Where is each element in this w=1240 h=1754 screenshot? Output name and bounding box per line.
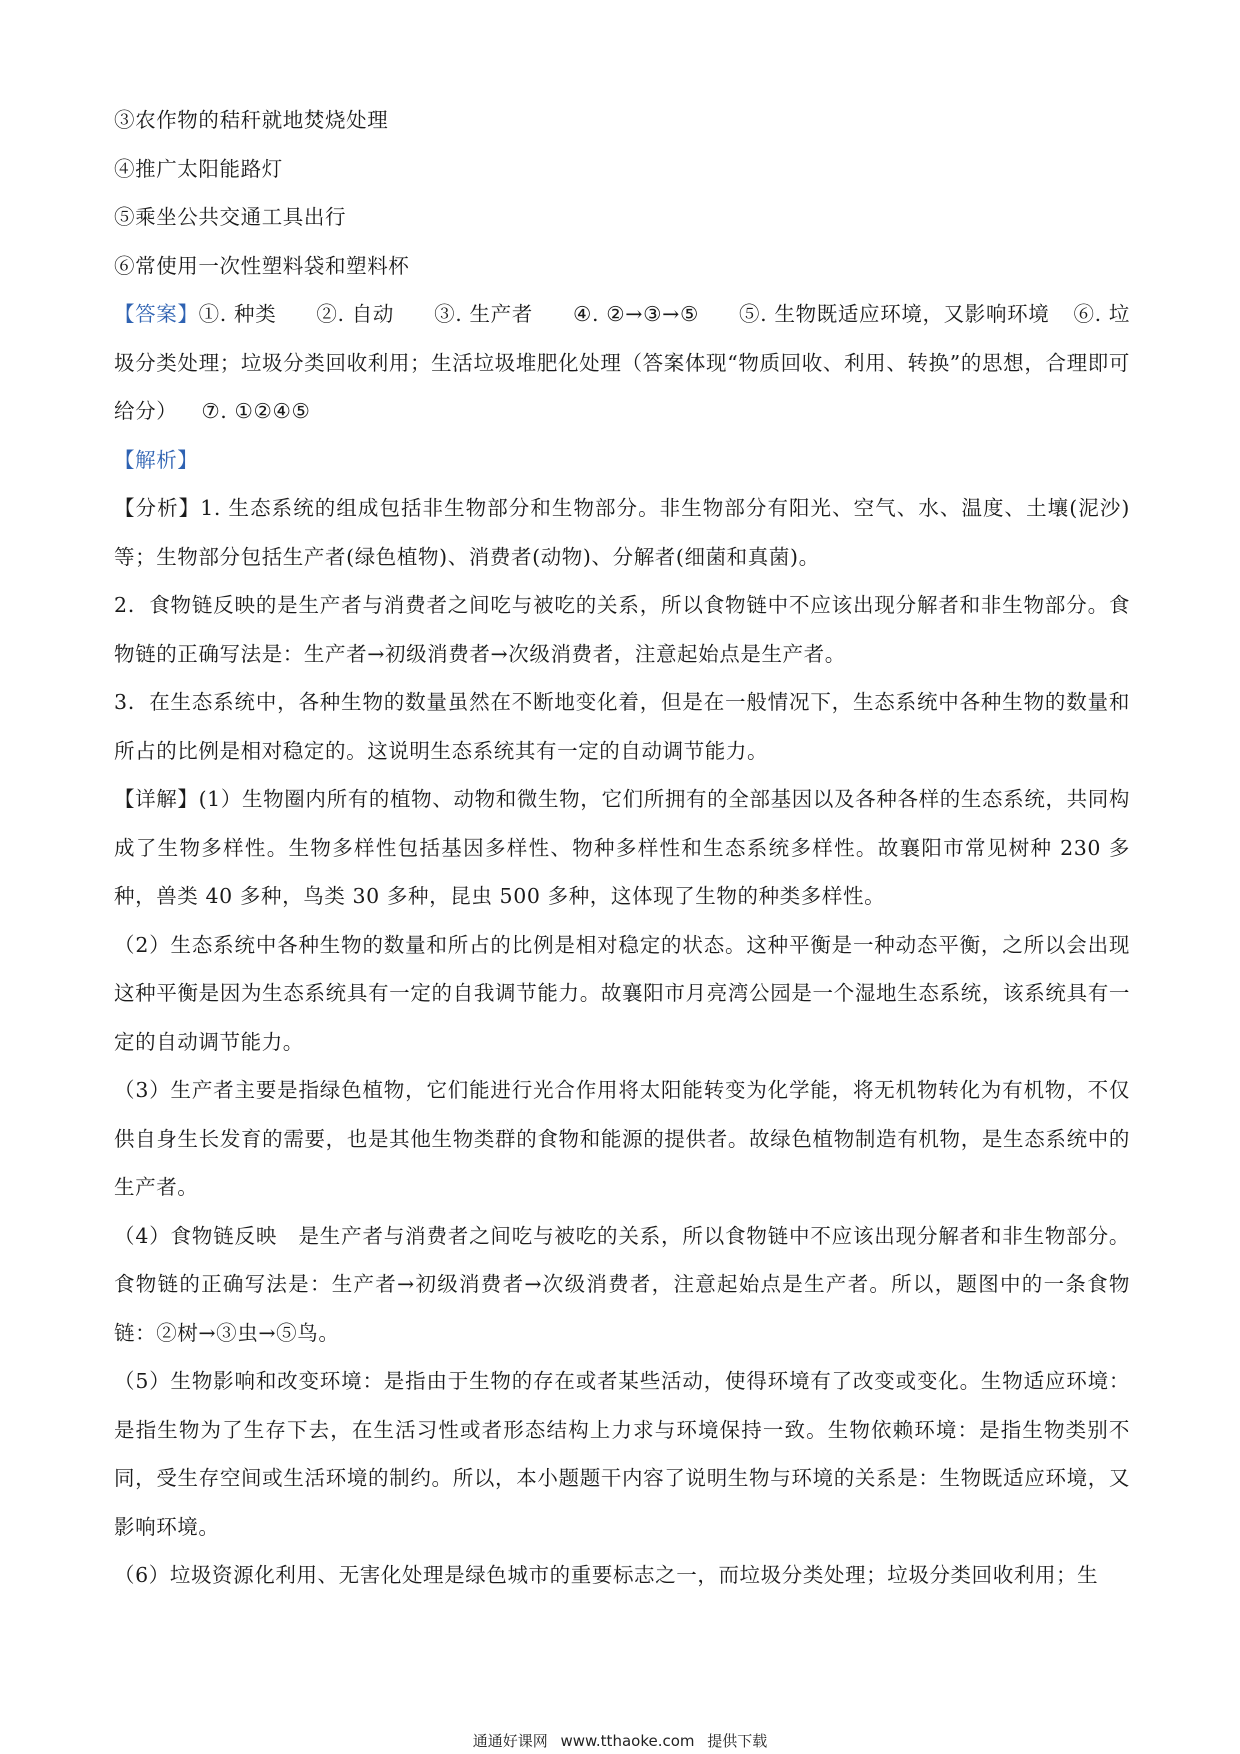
answer-item-3: ③. 生产者 [434, 302, 533, 326]
answer-item-2: ②. 自动 [316, 302, 395, 326]
option-6: ⑥常使用一次性塑料袋和塑料杯 [114, 253, 410, 278]
analysis-tag: 【解析】 [114, 447, 199, 472]
detail-paragraph-3: （3）生产者主要是指绿色植物，它们能进行光合作用将太阳能转变为化学能，将无机物转化为有机物，不仅供自身生长发育的需要，也是其他生物类群的食物和能源的提供者。故绿色植物制造有机物，是生态系统中的生产者。 [114, 1078, 1130, 1199]
answer-item-6: ⑥. 垃圾分类处理；垃圾分类回收利用；生活垃圾堆肥化处理（答案体现“物质回收、利用、转换”的思想，合理即可给分） [114, 302, 1130, 423]
answer-item-4: ④. ②→③→⑤ [572, 302, 700, 326]
analysis-paragraph-1: 【分析】1. 生态系统的组成包括非生物部分和生物部分。非生物部分有阳光、空气、水、温度、土壤(泥沙)等；生物部分包括生产者(绿色植物)、消费者(动物)、分解者(细菌和真菌)。 [114, 496, 1130, 569]
footer-note: 提供下载 [707, 1732, 768, 1750]
analysis-paragraph-3: 3．在生态系统中，各种生物的数量虽然在不断地变化着，但是在一般情况下，生态系统中各种生物的数量和所占的比例是相对稳定的。这说明生态系统其有一定的自动调节能力。 [114, 690, 1130, 763]
detail-paragraph-4: （4）食物链反映 是生产者与消费者之间吃与被吃的关系，所以食物链中不应该出现分解者和非生物部分。食物链的正确写法是：生产者→初级消费者→次级消费者，注意起始点是生产者。所以，题图中的一条食物链：②树→③虫→⑤鸟。 [114, 1223, 1130, 1345]
analysis-paragraph-2: 2．食物链反映的是生产者与消费者之间吃与被吃的关系，所以食物链中不应该出现分解者和非生物部分。食物链的正确写法是：生产者→初级消费者→次级消费者，注意起始点是生产者。 [114, 593, 1130, 666]
answer-block [114, 290, 1130, 436]
footer-url[interactable]: www.tthaoke.com [560, 1732, 695, 1750]
option-5: ⑤乘坐公共交通工具出行 [114, 205, 347, 229]
detail-paragraph-6: （6）垃圾资源化利用、无害化处理是绿色城市的重要标志之一，而垃圾分类处理；垃圾分类回收利用；生 [114, 1563, 1099, 1587]
answer-item-1: ①. 种类 [198, 302, 277, 326]
page-footer [0, 1730, 1240, 1751]
answer-item-7: ⑦. ①②④⑤ [201, 399, 311, 423]
detail-paragraph-5: （5）生物影响和改变环境：是指由于生物的存在或者某些活动，使得环境有了改变或变化。生物适应环境：是指生物为了生存下去，在生活习性或者形态结构上力求与环境保持一致。生物依赖环境：是指生物类别不同，受生存空间或生活环境的制约。所以，本小题题干内容了说明生物与环境的关系是：生物既适应环境，又影响环境。 [114, 1369, 1130, 1539]
option-4: ④推广太阳能路灯 [114, 156, 283, 181]
option-3: ③农作物的秸秆就地焚烧处理 [114, 108, 389, 132]
detail-paragraph-1: 【详解】(1）生物圈内所有的植物、动物和微生物，它们所拥有的全部基因以及各种各样的生态系统，共同构成了生物多样性。生物多样性包括基因多样性、物种多样性和生态系统多样性。故襄阳市常见树种 230 多种，兽类 40 多种，鸟类 30 多种，昆虫 500 多种，这体现了生物的种类多样性。 [114, 787, 1130, 908]
document-content [114, 96, 1130, 1600]
answer-item-5: ⑤. 生物既适应环境，又影响环境 [739, 302, 1050, 326]
detail-paragraph-2: （2）生态系统中各种生物的数量和所占的比例是相对稳定的状态。这种平衡是一种动态平衡，之所以会出现这种平衡是因为生态系统具有一定的自我调节能力。故襄阳市月亮湾公园是一个湿地生态系统，该系统具有一定的自动调节能力。 [114, 932, 1130, 1054]
footer-site: 通通好课网 [472, 1732, 548, 1750]
answer-tag: 【答案】 [114, 302, 199, 326]
